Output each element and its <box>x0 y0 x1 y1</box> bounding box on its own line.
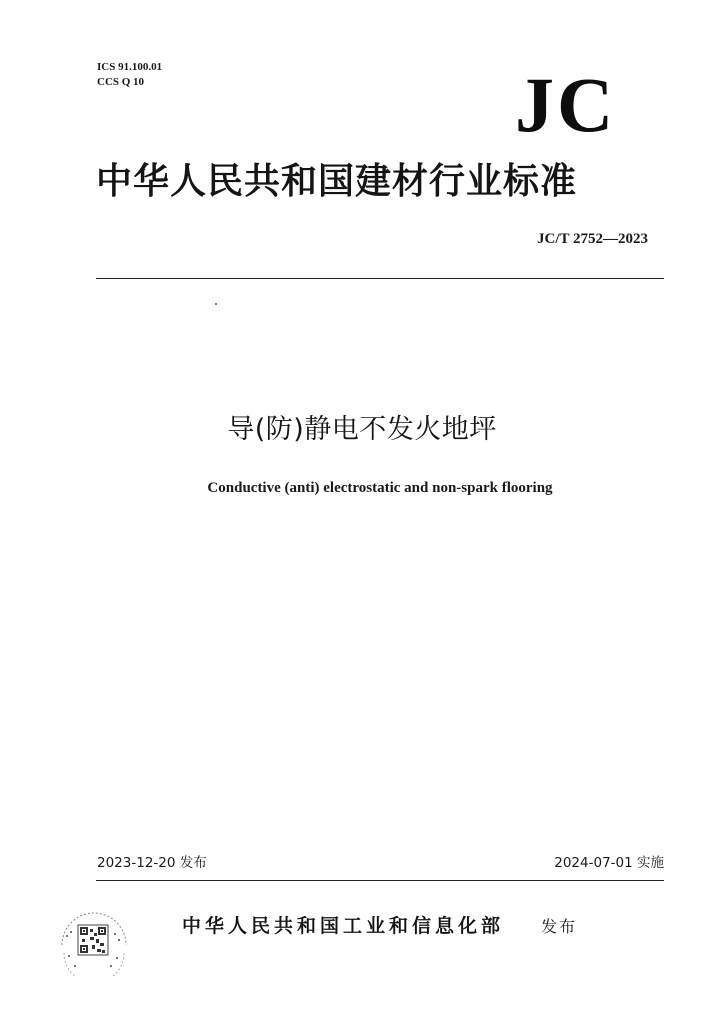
document-title-chinese: 导(防)静电不发火地坪 <box>227 414 497 445</box>
qr-code-stamp-icon <box>52 905 136 977</box>
scan-speck <box>215 303 217 305</box>
ics-code: ICS 91.100.01 <box>97 61 163 73</box>
standard-number: JC/T 2752—2023 <box>537 231 648 247</box>
issuing-authority: 中华人民共和国工业和信息化部 <box>182 915 505 937</box>
implementation-date: 2024-07-01 实施 <box>554 855 664 871</box>
bottom-divider <box>96 880 664 881</box>
issue-date: 2023-12-20 发布 <box>97 855 207 871</box>
jc-logo: JC <box>515 61 617 148</box>
classification-codes <box>97 60 162 90</box>
top-divider <box>96 278 664 279</box>
industry-standard-title: 中华人民共和国建材行业标准 <box>96 161 578 202</box>
document-title-english: Conductive (anti) electrostatic and non-spark flooring <box>207 480 553 496</box>
issuing-action: 发布 <box>541 917 578 936</box>
ccs-code: CCS Q 10 <box>97 76 145 88</box>
